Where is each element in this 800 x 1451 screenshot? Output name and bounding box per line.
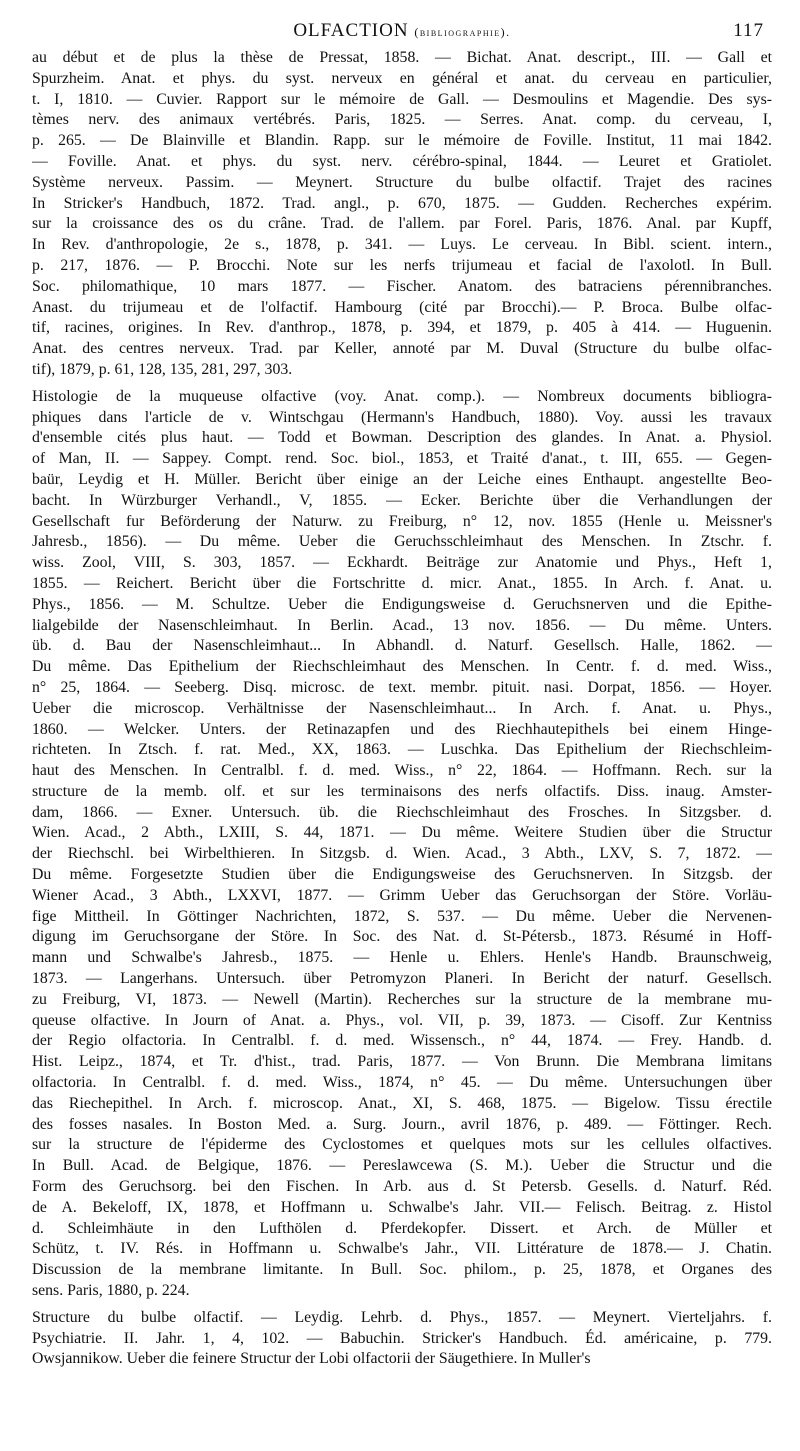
text-line: bacht. In Würzburger Verhandl., V, 1855. — Ecker. Berichte über die Verhandlungen der — [32, 491, 772, 509]
text-line: digung im Geruchsorgane der Störe. In Soc. des Nat. d. St-Pétersb., 1873. Résumé in Hoff- — [32, 928, 772, 946]
text-line: Owsjannikow. Ueber die feinere Structur der Lobi olfactorii der Säugethiere. In Muller's — [32, 1350, 591, 1368]
text-line: Wiener Acad., 3 Abth., LXXVI, 1877. — Grimm Ueber das Geruchsorgan der Störe. Vorläu- — [32, 886, 772, 904]
text-line: p. 265. — De Blainville et Blandin. Rapp. sur le mémoire de Foville. Institut, 11 mai 1842. — [32, 132, 772, 150]
header-subtitle: (bibliographie). — [414, 25, 511, 39]
text-line: 1860. — Welcker. Unters. der Retinazapfen und des Riechhautepithels bei einem Hinge- — [32, 720, 772, 738]
page-number: 117 — [733, 20, 764, 41]
text-line: de A. Bekeloff, IX, 1878, et Hoffmann u. Schwalbe's Jahr. VII.— Felisch. Beitrag. z. Histol — [32, 1198, 772, 1216]
text-line: Discussion de la membrane limitante. In Bull. Soc. philom., p. 25, 1878, et Organes des — [32, 1261, 772, 1279]
text-line: Spurzheim. Anat. et phys. du syst. nerveux en général et anat. du cerveau en particulier, — [32, 69, 772, 87]
running-header — [32, 20, 772, 48]
text-line: In Bull. Acad. de Belgique, 1876. — Pereslawcewa (S. M.). Ueber die Structur und die — [32, 1157, 772, 1175]
text-line: Form des Geruchsorg. bei den Fischen. In Arb. aus d. St Petersb. Gesells. d. Naturf. Réd. — [32, 1178, 772, 1196]
text-line: t. I, 1810. — Cuvier. Rapport sur le mémoire de Gall. — Desmoulins et Magendie. Des sys- — [32, 90, 772, 108]
text-line: n° 25, 1864. — Seeberg. Disq. microsc. de text. membr. pituit. nasi. Dorpat, 1856. — Hoyer. — [32, 678, 772, 696]
text-line: Ueber die microscop. Verhältnisse der Nasenschleimhaut... In Arch. f. Anat. u. Phys., — [32, 699, 772, 717]
text-line: baür, Leydig et H. Müller. Bericht über einige an der Leiche eines Enthaupt. angestellte Beo- — [32, 470, 772, 488]
text-line: üb. d. Bau der Nasenschleimhaut... In Abhandl. d. Naturf. Gesellsch. Halle, 1862. — — [32, 637, 772, 655]
text-line: Système nerveux. Passim. — Meynert. Structure du bulbe olfactif. Trajet des racines — [32, 173, 772, 191]
text-line: haut des Menschen. In Centralbl. f. d. med. Wiss., n° 22, 1864. — Hoffmann. Rech. sur la — [32, 762, 772, 780]
text-line: sens. Paris, 1880, p. 224. — [32, 1282, 190, 1300]
header-title: OLFACTION — [293, 20, 409, 41]
text-line: der Regio olfactoria. In Centralbl. f. d. med. Wissensch., n° 44, 1874. — Frey. Handb. d. — [32, 1032, 772, 1050]
text-line: sur la croissance des os du crâne. Trad. de l'allem. par Forel. Paris, 1876. Anal. par Kupff, — [32, 215, 772, 233]
text-line: queuse olfactive. In Journ of Anat. a. Phys., vol. VII, p. 39, 1873. — Cisoff. Zur Kentniss — [32, 1011, 772, 1029]
text-line: Hist. Leipz., 1874, et Tr. d'hist., trad. Paris, 1877. — Von Brunn. Die Membrana limitans — [32, 1053, 772, 1071]
text-line: 1855. — Reichert. Bericht über die Fortschritte d. micr. Anat., 1855. In Arch. f. Anat. u. — [32, 574, 772, 592]
text-line: Du même. Forgesetzte Studien über die Endigungsweise des Geruchsnerven. In Sitzgsb. der — [32, 866, 772, 884]
text-line: au début et de plus la thèse de Pressat, 1858. — Bichat. Anat. descript., III. — Gall et — [32, 49, 772, 66]
text-line: structure de la memb. olf. et sur les terminaisons des nerfs olfactifs. Diss. inaug. Amster- — [32, 782, 772, 800]
text-line: Soc. philomathique, 10 mars 1877. — Fischer. Anatom. des batraciens pérennibranches. — [32, 277, 772, 295]
text-line: Structure du bulbe olfactif. — Leydig. Lehrb. d. Phys., 1857. — Meynert. Vierteljahrs. f. — [32, 1308, 772, 1326]
text-line: tif), 1879, p. 61, 128, 135, 281, 297, 303. — [32, 360, 293, 378]
text-line: Phys., 1856. — M. Schultze. Ueber die Endigungsweise d. Geruchsnerven und die Epithe- — [32, 595, 772, 613]
text-line: olfactoria. In Centralbl. f. d. med. Wiss., 1874, n° 45. — Du même. Untersuchungen über — [32, 1074, 772, 1092]
text-line: das Riechepithel. In Arch. f. microscop. Anat., XI, S. 468, 1875. — Bigelow. Tissu érectile — [32, 1094, 772, 1112]
text-line: richteten. In Ztsch. f. rat. Med., XX, 1863. — Luschka. Das Epithelium der Riechschleim- — [32, 741, 772, 759]
text-line: Wien. Acad., 2 Abth., LXIII, S. 44, 1871. — Du même. Weitere Studien über die Structur — [32, 824, 772, 842]
text-line: wiss. Zool, VIII, S. 303, 1857. — Eckhardt. Beiträge zur Anatomie und Phys., Heft 1, — [32, 554, 772, 572]
text-line: of Man, II. — Sappey. Compt. rend. Soc. biol., 1853, et Traité d'anat., t. III, 655. — Gegen- — [32, 450, 772, 468]
text-line: d. Schleimhäute in den Lufthölen d. Pferdekopfer. Dissert. et Arch. de Müller et — [32, 1219, 772, 1237]
text-line: fige Mittheil. In Göttinger Nachrichten, 1872, S. 537. — Du même. Ueber die Nervenen- — [32, 907, 772, 925]
text-line: mann und Schwalbe's Jahresb., 1875. — Henle u. Ehlers. Henle's Handb. Braunschweig, — [32, 949, 772, 967]
text-line: phiques dans l'article de v. Wintschgau (Hermann's Handbuch, 1880). Voy. aussi les travaux — [32, 408, 772, 426]
text-line: Du même. Das Epithelium der Riechschleimhaut des Menschen. In Centr. f. d. med. Wiss., — [32, 658, 772, 676]
text-line: dam, 1866. — Exner. Untersuch. üb. die Riechschleimhaut des Frosches. In Sitzgsber. d. — [32, 803, 772, 821]
text-line: p. 217, 1876. — P. Brocchi. Note sur les nerfs trijumeau et facial de l'axolotl. In Bull. — [32, 256, 772, 274]
text-line: tèmes nerv. des animaux vertébrés. Paris, 1825. — Serres. Anat. comp. du cerveau, I, — [32, 111, 772, 129]
text-line: Schütz, t. IV. Rés. in Hoffmann u. Schwalbe's Jahr., VII. Littérature de 1878.— J. Chatin. — [32, 1240, 772, 1258]
text-line: Jahresb., 1856). — Du même. Ueber die Geruchsschleimhaut des Menschen. In Ztschr. f. — [32, 533, 772, 551]
text-line: Psychiatrie. II. Jahr. 1, 4, 102. — Babuchin. Stricker's Handbuch. Éd. américaine, p. 779. — [32, 1329, 772, 1347]
text-line: In Stricker's Handbuch, 1872. Trad. angl., p. 670, 1875. — Gudden. Recherches expérim. — [32, 194, 772, 212]
text-line: d'ensemble cités plus haut. — Todd et Bowman. Description des glandes. In Anat. a. Physiol. — [32, 429, 772, 447]
text-line: 1873. — Langerhans. Untersuch. über Petromyzon Planeri. In Bericht der naturf. Gesellsch. — [32, 970, 772, 988]
text-line: — Foville. Anat. et phys. du syst. nerv. cérébro-spinal, 1844. — Leuret et Gratiolet. — [32, 152, 772, 170]
text-line: Anat. des centres nerveux. Trad. par Keller, annoté par M. Duval (Structure du bulbe olfac- — [32, 340, 772, 358]
text-line: Anast. du trijumeau et de l'olfactif. Hambourg (cité par Brocchi).— P. Broca. Bulbe olfac- — [32, 298, 772, 316]
text-line: lialgebilde der Nasenschleimhaut. In Berlin. Acad., 13 nov. 1856. — Du même. Unters. — [32, 616, 772, 634]
text-line: der Riechschl. bei Wirbelthieren. In Sitzgsb. d. Wien. Acad., 3 Abth., LXV, S. 7, 1872. — — [32, 845, 772, 863]
bibliography-paragraph-anatomy — [32, 48, 772, 381]
text-line: tif, racines, origines. In Rev. d'anthrop., 1878, p. 394, et 1879, p. 405 à 414. — Huguenin. — [32, 319, 772, 337]
text-line: Histologie de la muqueuse olfactive (voy. Anat. comp.). — Nombreux documents bibliogra- — [32, 387, 772, 405]
bibliography-paragraph-olfactory-bulb — [32, 1308, 772, 1370]
bibliography-paragraph-histology — [32, 387, 772, 1302]
text-line: des fosses nasales. In Boston Med. a. Surg. Journ., avril 1876, p. 489. — Föttinger. Rech. — [32, 1115, 772, 1133]
text-line: zu Freiburg, VI, 1873. — Newell (Martin). Recherches sur la structure de la membrane mu- — [32, 990, 772, 1008]
text-line: Gesellschaft fur Beförderung der Naturw. zu Freiburg, n° 12, nov. 1855 (Henle u. Meissner's — [32, 512, 772, 530]
text-line: sur la structure de l'épiderme des Cyclostomes et quelques mots sur les cellules olfactives. — [32, 1136, 772, 1154]
text-line: In Rev. d'anthropologie, 2e s., 1878, p. 341. — Luys. Le cerveau. In Bibl. scient. intern., — [32, 236, 772, 254]
